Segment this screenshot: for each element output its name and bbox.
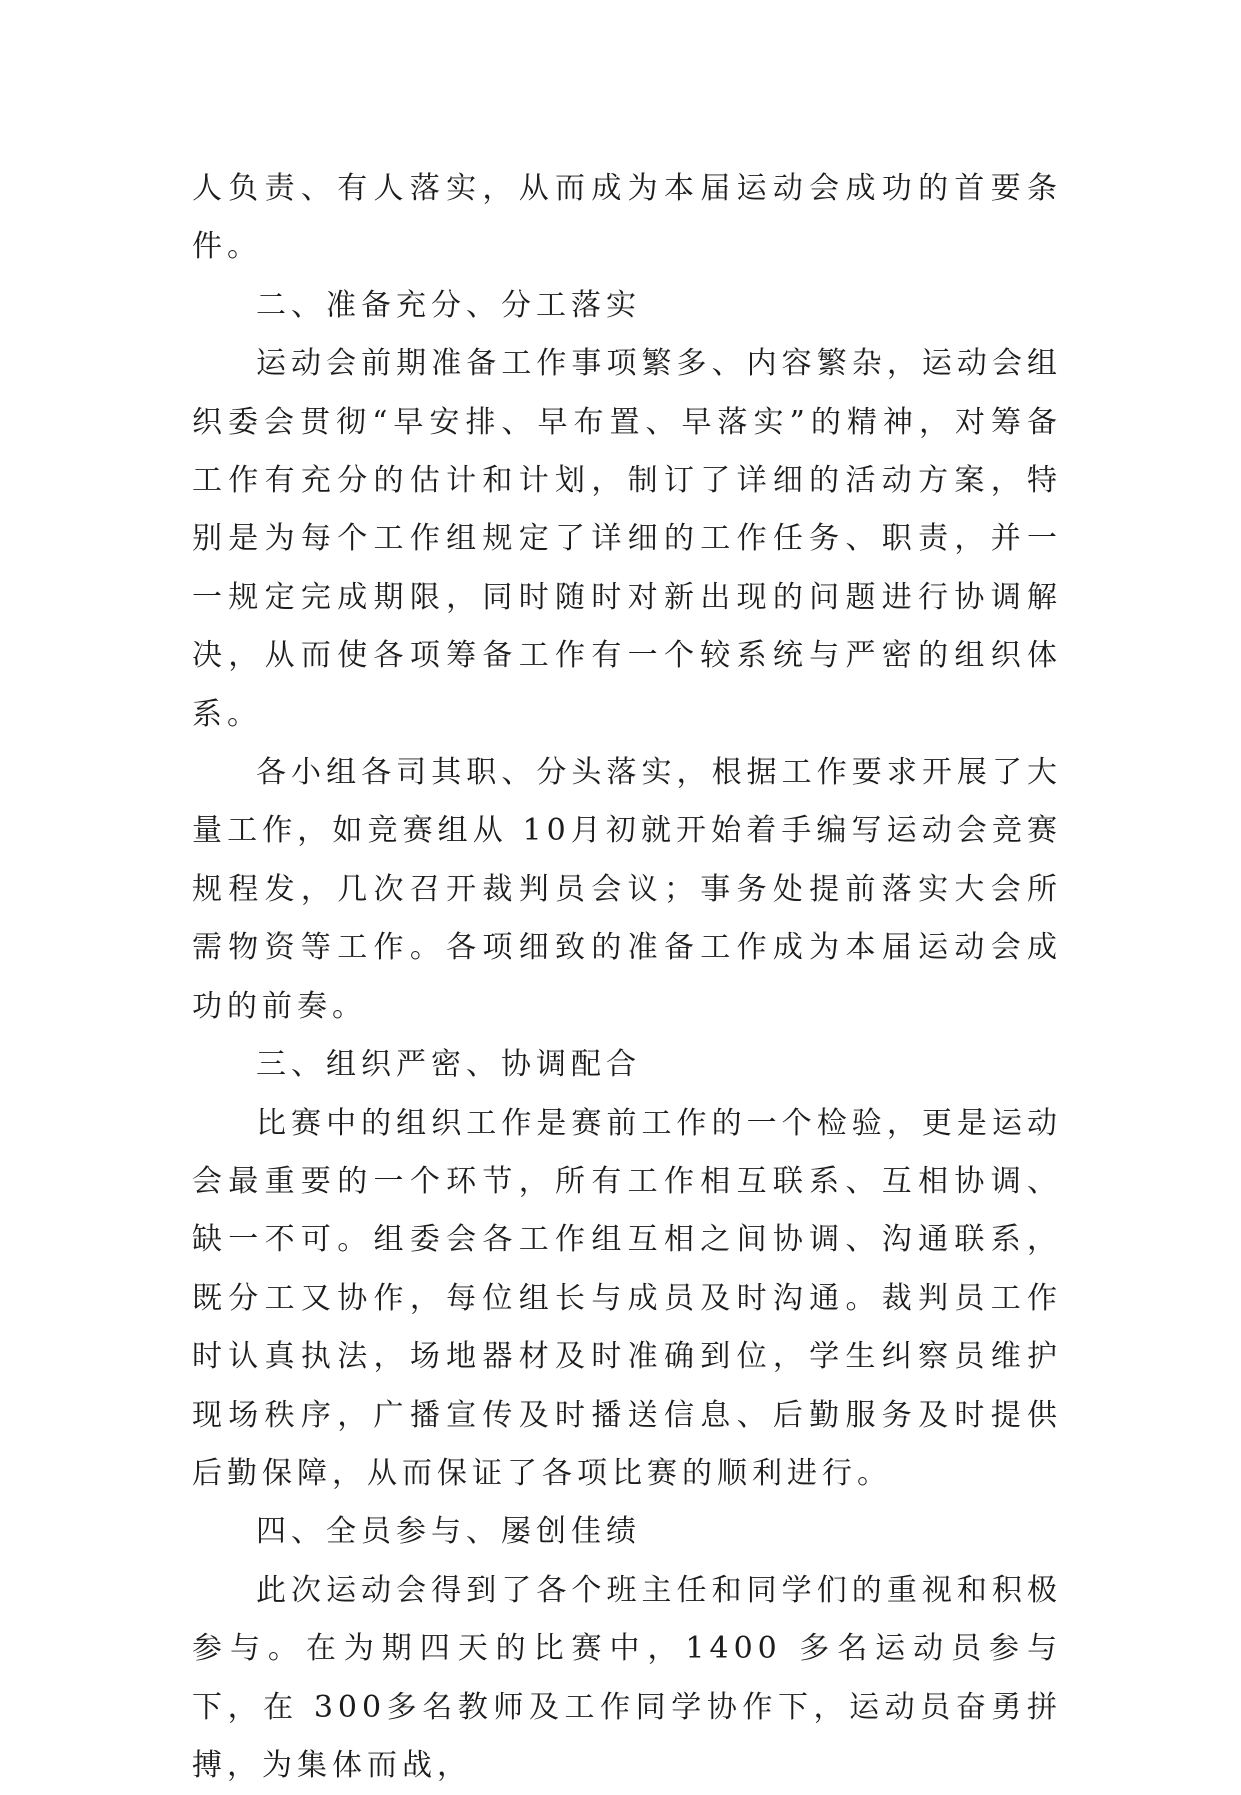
paragraph-participation: 此次运动会得到了各个班主任和同学们的重视和积极参与。在为期四天的比赛中，1400 多名运动员参与下，在 300多名教师及工作同学协作下，运动员奋勇拼搏，为集体而战，	[192, 1572, 1062, 1783]
section-heading-3: 三、组织严密、协调配合	[256, 1047, 641, 1083]
paragraph-groups: 各小组各司其职、分头落实，根据工作要求开展了大量工作，如竞赛组从 10月初就开始着手编写运动会竞赛规程发，几次召开裁判员会议；事务处提前落实大会所需物资等工作。各项细致的准备工作成为本届运动会成功的前奏。	[192, 755, 1062, 1024]
paragraph-organization: 比赛中的组织工作是赛前工作的一个检验，更是运动会最重要的一个环节，所有工作相互联系、互相协调、缺一不可。组委会各工作组互相之间协调、沟通联系，既分工又协作，每位组长与成员及时沟通。裁判员工作时认真执法，场地器材及时准确到位，学生纠察员维护现场秩序，广播宣传及时播送信息、后勤服务及时提供后勤保障，从而保证了各项比赛的顺利进行。	[192, 1105, 1062, 1491]
document-body	[192, 160, 1062, 1795]
section-heading-2: 二、准备充分、分工落实	[256, 287, 641, 323]
section-heading-4: 四、全员参与、屡创佳绩	[256, 1514, 641, 1550]
paragraph-continuation: 人负责、有人落实，从而成为本届运动会成功的首要条件。	[192, 171, 1062, 265]
paragraph-preparation: 运动会前期准备工作事项繁多、内容繁杂，运动会组织委会贯彻“早安排、早布置、早落实”的精神，对筹备工作有充分的估计和计划，制订了详细的活动方案，特别是为每个工作组规定了详细的工作任务、职责，并一一规定完成期限，同时随时对新出现的问题进行协调解决，从而使各项筹备工作有一个较系统与严密的组织体系。	[192, 346, 1062, 732]
